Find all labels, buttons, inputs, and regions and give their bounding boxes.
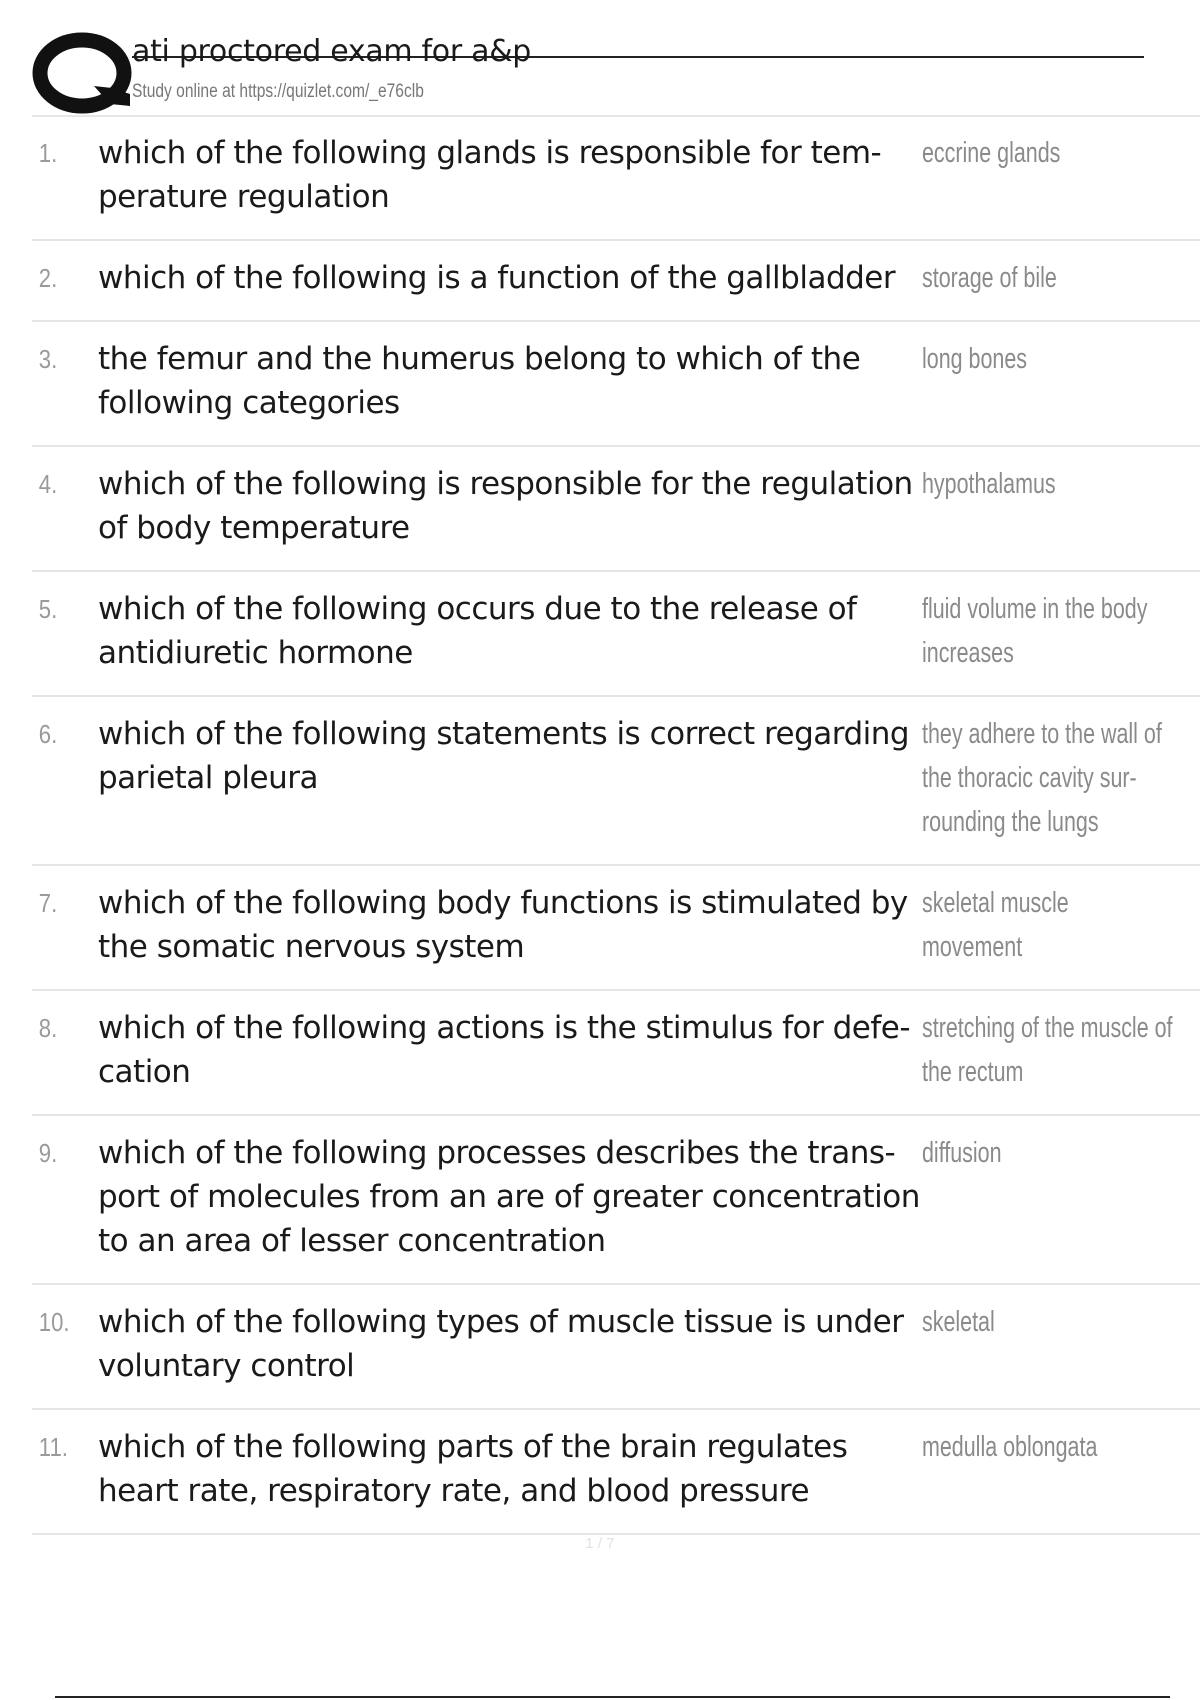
card-term: which of the following glands is responsible for tem- perature regulation: [98, 135, 882, 215]
flashcard-row: [32, 116, 1200, 241]
card-number: 3.: [38, 344, 58, 374]
card-definition: [920, 256, 1200, 300]
card-number: 9.: [38, 1138, 58, 1168]
card-term: which of the following is a function of the gallbladder: [98, 260, 896, 296]
flashcard-row: [32, 241, 1200, 322]
card-number: 7.: [38, 888, 58, 918]
card-definition: [920, 1300, 1200, 1344]
card-definition-text: diffusion: [922, 1137, 1002, 1169]
card-number: 11.: [38, 1432, 68, 1462]
flashcard-row: [32, 991, 1200, 1116]
flashcard-row: [32, 697, 1200, 866]
card-definition: [920, 1425, 1200, 1469]
card-term: which of the following actions is the stimulus for defe- cation: [98, 1010, 911, 1090]
card-term: which of the following processes describes the trans- port of molecules from an are of greater concentration to an area of lesser concentration: [98, 1135, 920, 1259]
card-definition: [920, 1131, 1200, 1175]
card-term: which of the following types of muscle tissue is under voluntary control: [98, 1304, 904, 1384]
flashcard-row: [32, 1410, 1200, 1535]
card-definition-text: hypothalamus: [922, 468, 1056, 500]
card-definition: [920, 587, 1200, 675]
page-title: ati proctored exam for a&p: [132, 34, 532, 69]
card-definition-text: long bones: [922, 343, 1028, 375]
bottom-rule: [55, 1696, 1170, 1698]
card-definition: [920, 1006, 1200, 1094]
quizlet-q-logo-icon: [32, 32, 142, 114]
card-term: which of the following occurs due to the release of antidiuretic hormone: [98, 591, 857, 671]
card-definition: [920, 881, 1200, 969]
card-term: which of the following statements is correct regarding parietal pleura: [98, 716, 910, 796]
card-definition: [920, 462, 1200, 506]
card-term: which of the following parts of the brain regulates heart rate, respiratory rate, and blood pressure: [98, 1429, 848, 1509]
card-number: 2.: [38, 263, 58, 293]
card-definition-text: medulla oblongata: [922, 1431, 1098, 1463]
flashcard-row: [32, 866, 1200, 991]
card-definition-text: skeletal: [922, 1306, 995, 1338]
flashcard-row: [32, 447, 1200, 572]
study-link[interactable]: Study online at https://quizlet.com/_e76clb: [132, 81, 424, 102]
card-definition: [920, 131, 1200, 175]
page-number: 1 / 7: [585, 1535, 615, 1552]
card-number: 4.: [38, 469, 58, 499]
card-definition-text: stretching of the muscle of the rectum: [922, 1012, 1173, 1088]
card-number: 8.: [38, 1013, 58, 1043]
flashcard-row: [32, 572, 1200, 697]
card-definition-text: eccrine glands: [922, 137, 1061, 169]
card-definition-text: they adhere to the wall of the thoracic cavity sur- rounding the lungs: [922, 718, 1162, 838]
flashcard-list: [32, 116, 1200, 1535]
flashcard-row: [32, 322, 1200, 447]
flashcard-row: [32, 1285, 1200, 1410]
card-definition: [920, 337, 1200, 381]
card-term: the femur and the humerus belong to which of the following categories: [98, 341, 861, 421]
card-definition-text: skeletal muscle movement: [922, 887, 1069, 963]
card-number: 1.: [38, 138, 58, 168]
document-header: [32, 30, 1142, 114]
card-number: 10.: [38, 1307, 70, 1337]
card-term: which of the following is responsible for the regulation of body temperature: [98, 466, 913, 546]
card-number: 5.: [38, 594, 58, 624]
card-definition: [920, 712, 1200, 844]
card-number: 6.: [38, 719, 58, 749]
card-definition-text: fluid volume in the body increases: [922, 593, 1148, 669]
flashcard-row: [32, 1116, 1200, 1285]
card-term: which of the following body functions is stimulated by the somatic nervous system: [98, 885, 908, 965]
card-definition-text: storage of bile: [922, 262, 1057, 294]
